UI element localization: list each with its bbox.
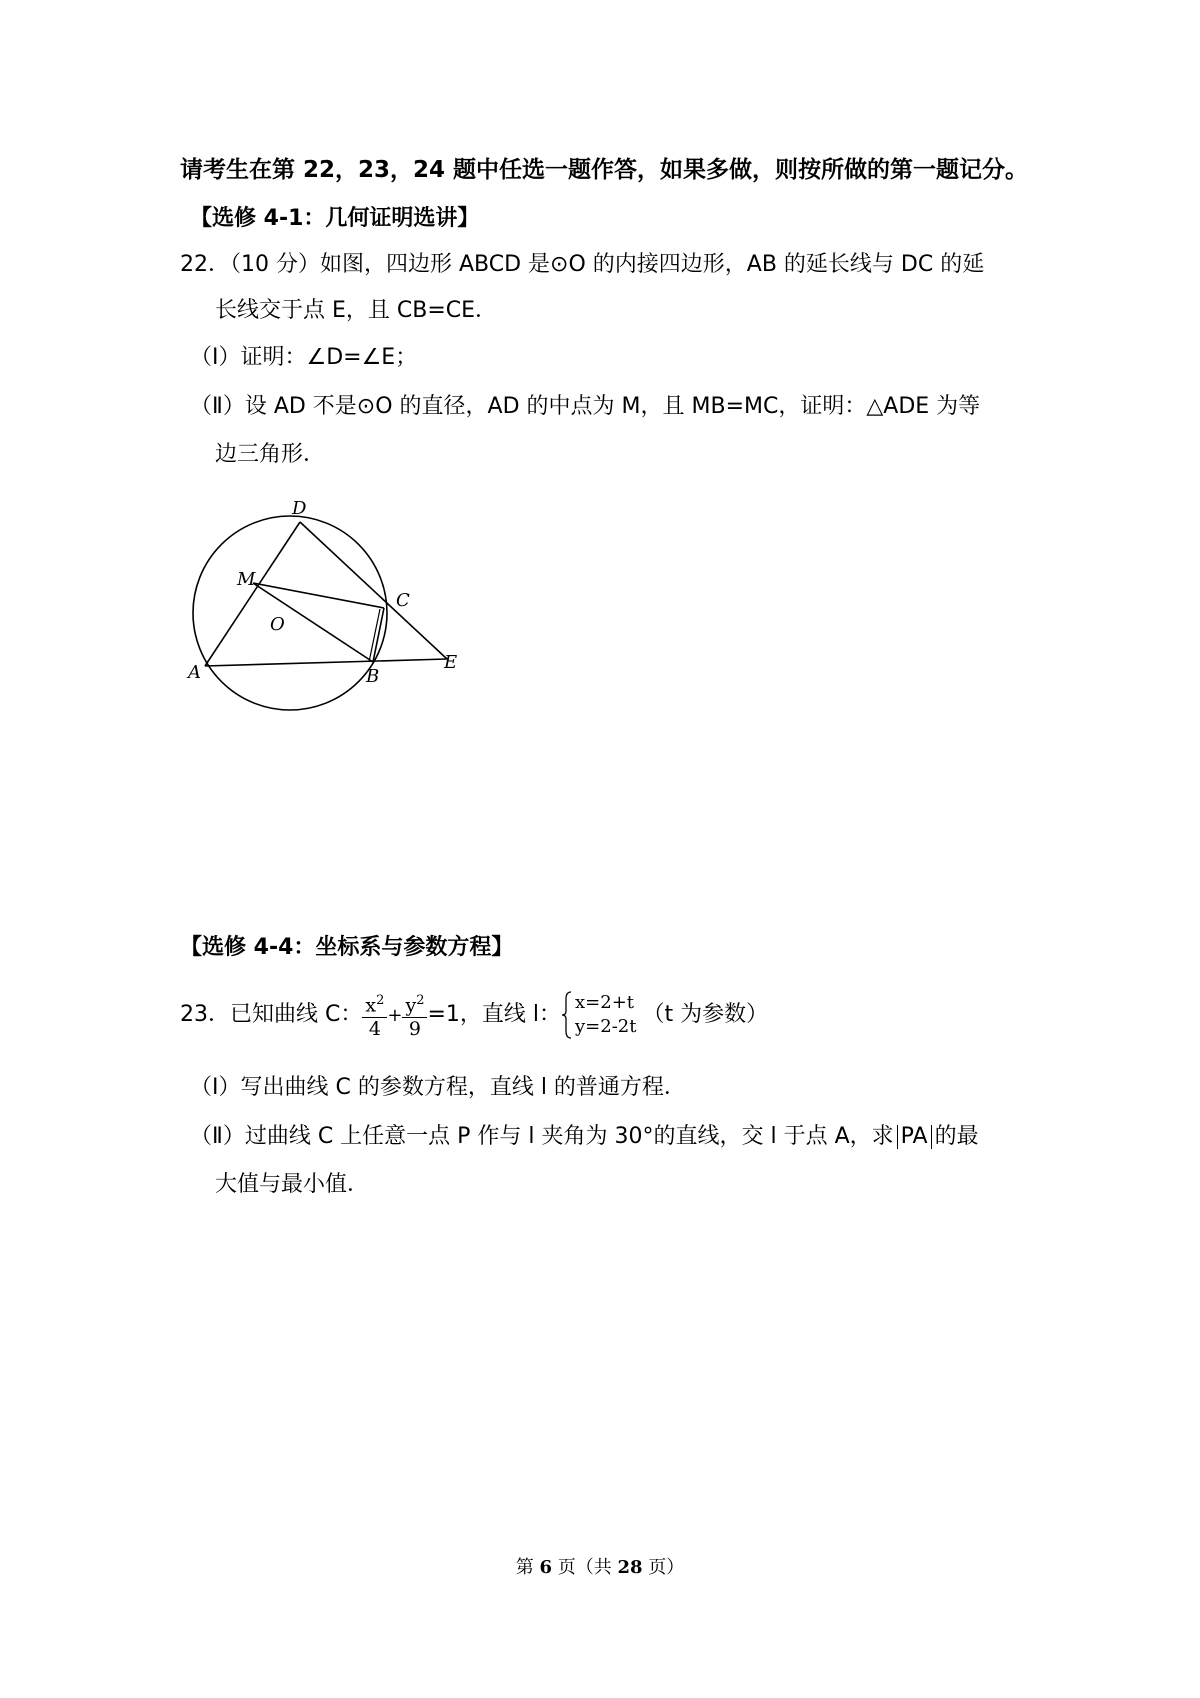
q22-part2-line1: （Ⅱ）设 AD 不是⊙O 的直径，AD 的中点为 M，且 MB=MC，证明：△ADE 为等 — [190, 394, 981, 419]
left-brace-icon — [561, 991, 573, 1039]
frac2-den: 9 — [408, 1017, 421, 1040]
footer-prefix: 第 — [515, 1557, 540, 1578]
plus-sign: + — [387, 1005, 403, 1026]
q22-line1: 22．（10 分）如图，四边形 ABCD 是⊙O 的内接四边形，AB 的延长线与 DC 的延 — [180, 252, 985, 277]
footer-suffix: 页） — [642, 1557, 685, 1578]
label-d: D — [292, 498, 307, 519]
q23-part2-pa: PA — [900, 1124, 928, 1149]
fraction-y2-over-9 — [402, 990, 427, 1039]
frac1-exp: 2 — [376, 993, 385, 1009]
label-c: C — [396, 590, 410, 611]
footer-middle: 页（共 — [552, 1557, 618, 1578]
q23-part2-text-a: （Ⅱ）过曲线 C 上任意一点 P 作与 l 夹角为 30°的直线，交 l 于点 A，求 — [190, 1124, 894, 1149]
q23-param-note: （t 为参数） — [642, 1002, 769, 1027]
frac2-num: y — [405, 994, 417, 1017]
line-equation-system — [561, 991, 636, 1039]
footer-page-number: 6 — [539, 1557, 552, 1578]
frac1-den: 4 — [368, 1017, 381, 1040]
frac2-exp: 2 — [416, 993, 425, 1009]
footer-total-pages: 28 — [617, 1557, 643, 1578]
q23-eq-suffix: =1，直线 l： — [427, 1002, 562, 1027]
q22-part1: （Ⅰ）证明：∠D=∠E； — [190, 345, 418, 370]
segment-ad — [205, 522, 300, 666]
abs-bar-right — [931, 1125, 932, 1149]
q23-part2-line1 — [190, 1122, 979, 1152]
geometry-figure — [180, 478, 480, 728]
section-title-4-4: 【选修 4-4：坐标系与参数方程】 — [180, 935, 514, 960]
instruction-text: 请考生在第 22，23，24 题中任选一题作答，如果多做，则按所做的第一题记分。 — [180, 157, 1029, 183]
page-footer — [0, 1553, 1200, 1579]
fraction-x2-over-4 — [362, 990, 387, 1039]
section-title-4-1: 【选修 4-1：几何证明选讲】 — [190, 206, 480, 231]
abs-bar-left — [897, 1125, 898, 1149]
circle-o — [193, 516, 387, 710]
q23-part2-text-c: 的最 — [934, 1124, 979, 1149]
frac1-num: x — [365, 994, 377, 1017]
segment-ae — [205, 659, 447, 666]
q23-part1: （Ⅰ）写出曲线 C 的参数方程，直线 l 的普通方程． — [190, 1075, 686, 1100]
label-e: E — [444, 652, 458, 673]
q22-part2-line2: 边三角形． — [215, 442, 326, 467]
sys-line2: y=2-2t — [575, 1016, 637, 1037]
label-m: M — [237, 569, 256, 590]
q23-prefix: 23．已知曲线 C： — [180, 1002, 363, 1027]
label-a: A — [188, 662, 201, 683]
label-b: B — [366, 666, 380, 687]
label-o: O — [270, 614, 285, 635]
sys-line1: x=2+t — [575, 992, 635, 1013]
q23-part2-line2: 大值与最小值． — [215, 1172, 370, 1197]
q23-statement — [180, 985, 768, 1045]
q22-line2: 长线交于点 E，且 CB=CE． — [215, 298, 498, 323]
